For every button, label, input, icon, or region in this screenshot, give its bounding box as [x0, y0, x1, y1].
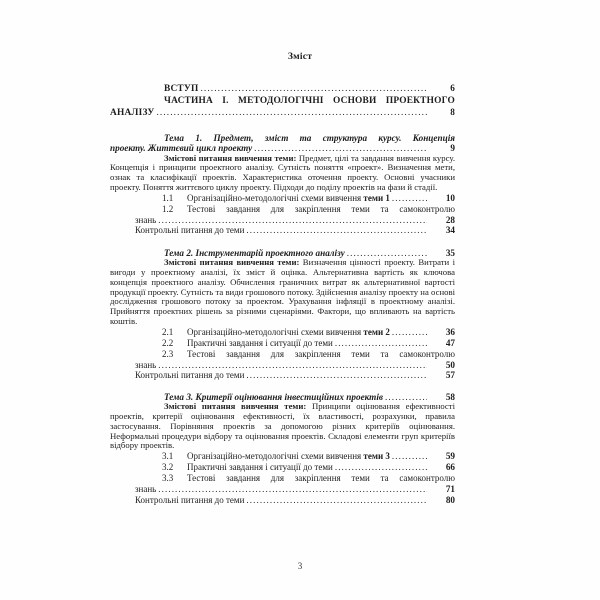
entry-text: [187, 451, 390, 462]
page-number: 57: [445, 370, 455, 381]
page-number: 10: [445, 192, 455, 203]
entry-text: [135, 484, 156, 494]
toc-entry-2-3-line1: [110, 349, 455, 360]
item-number: 1.1: [162, 192, 174, 203]
dot-leader: [246, 370, 427, 380]
toc-entry-2-2: [110, 338, 455, 349]
page-number: 47: [445, 337, 455, 348]
text-segment: Тестові завдання для закріплення теми та самоконтролю: [187, 348, 455, 359]
page-number: 34: [445, 225, 455, 236]
entry-text: [135, 225, 244, 235]
page-number: 59: [445, 451, 455, 462]
text-segment: проекту. Життєвий цикл проекту: [110, 143, 253, 154]
theme3-description: Змістові питання вивчення теми: Принципи оцінювання ефективності проектів, критерії оцінювання ефективності, їх властивості, розрахунки, правила застосування. Порівняння проектів за допомогою різних критеріїв оцінювання. Неформальні процедури відбору та оцінювання проектів. Складові елементи груп критеріїв відбору проектів.: [110, 401, 456, 451]
topic-description-lead: Змістові питання вивчення теми:: [164, 401, 307, 412]
item-number: 3.2: [162, 462, 174, 473]
toc-entry-1-control: [110, 225, 455, 235]
text-segment: Тема 2. Інструментарій проектного аналізу: [164, 247, 345, 258]
toc-entry-3-1: [110, 451, 455, 462]
text-segment: Організаційно-методологічні схеми вивчення: [187, 451, 364, 462]
entry-text: [187, 193, 390, 204]
toc-entry-3-3-line2: [110, 484, 455, 494]
entry-text: [187, 204, 455, 215]
text-segment: Організаційно-методологічні схеми вивчення: [187, 326, 364, 337]
text-segment: ВСТУП: [164, 84, 199, 94]
theme2-description: Змістові питання вивчення теми: Визначення цінності проекту. Витрати і вигоди у проектному аналізі, їх зміст й оцінка. Альтернативна вартість як ключова концепція проектного аналізу. Обчислення граничних витрат як альтернативної вартості продукції проекту. Сутність та види грошового потоку. Здійснення аналізу проекту на основі дослідження грошового потоку за проектом. Урахування інфляції в проектному аналізі. Прийняття проектних рішень за різними сценаріями. Фактори, що впливають на вартість коштів.: [110, 257, 456, 327]
text-segment: Контрольні питання до теми: [135, 370, 245, 381]
entry-text: [187, 349, 455, 360]
text-segment: Практичні завдання і ситуації до теми: [187, 462, 333, 473]
text-segment: знань: [135, 484, 157, 495]
toc-entry-2-3-line2: [110, 360, 455, 370]
text-segment: Тестові завдання для закріплення теми та самоконтролю: [187, 203, 455, 214]
toc-entry-intro: [110, 83, 455, 96]
text-segment: знань: [135, 359, 157, 370]
dot-leader: [246, 225, 427, 235]
text-segment: Практичні завдання і ситуації до теми: [187, 337, 333, 348]
dot-leader: [335, 462, 427, 473]
page-number: 8: [450, 107, 455, 117]
topic-description-lead: Змістові питання вивчення теми:: [164, 152, 297, 163]
item-number: 2.2: [162, 337, 174, 348]
dot-leader: [392, 193, 427, 204]
dot-leader: [158, 484, 427, 494]
toc-entry-2-1: [110, 327, 455, 338]
page-number: 66: [445, 462, 455, 473]
text-segment: Тестові завдання для закріплення теми та самоконтролю: [187, 473, 455, 484]
item-number: 2.3: [162, 348, 174, 359]
item-number: 2.1: [162, 326, 174, 337]
text-segment: теми 1: [363, 192, 390, 203]
page-number: 80: [445, 494, 455, 505]
item-number: 3.3: [162, 473, 174, 484]
page-number: 36: [445, 326, 455, 337]
toc-gap: [110, 381, 455, 392]
dot-leader: [200, 84, 427, 96]
page-number: 6: [450, 83, 455, 93]
toc-entry-3-control: [110, 495, 455, 505]
text-segment: ЧАСТИНА І. МЕТОДОЛОГІЧНІ ОСНОВИ ПРОЕКТНОГО: [164, 95, 455, 106]
entry-text: [135, 360, 156, 370]
page-number: 50: [445, 359, 455, 370]
entry-text: [135, 215, 156, 225]
entry-text: [110, 108, 154, 120]
item-number: 1.2: [162, 203, 174, 214]
entry-text: [164, 96, 455, 108]
text-segment: Тема 3. Критерії оцінювання інвестиційних проектів: [164, 391, 383, 402]
text-segment: Організаційно-методологічні схеми вивчення: [187, 192, 364, 203]
toc-entry-3-3-line1: [110, 473, 455, 484]
entry-text: [187, 462, 333, 473]
toc-entry-3-2: [110, 462, 455, 473]
dot-leader: [158, 360, 427, 370]
page-number: 35: [445, 247, 455, 258]
entry-text: [164, 133, 455, 144]
page-number: 28: [445, 214, 455, 225]
text-segment: теми 3: [363, 451, 390, 462]
toc-gap: [110, 236, 455, 248]
theme1-description: Змістові питання вивчення теми: Предмет, цілі та завдання вивчення курсу. Концепція і принципи проектного аналізу. Сутність поняття «проект». Визначення мети, ознак та класифікації проектів. Характеристика оточення проекту. Основні учасники проекту. Поняття життєвого циклу проекту. Підходи до поділу проектів на фази й стадії.: [110, 152, 455, 193]
text-segment: Контрольні питання до теми: [135, 225, 245, 236]
page-number: 71: [445, 484, 455, 495]
text-segment: теми 2: [363, 326, 390, 337]
topic-description-lead: Змістові питання вивчення теми:: [164, 257, 300, 268]
toc-entry-part1-line1: [110, 96, 455, 108]
item-number: 3.1: [162, 451, 174, 462]
text-segment: знань: [135, 214, 157, 225]
entry-text: [187, 473, 455, 484]
text-segment: АНАЛІЗУ: [110, 108, 155, 118]
footer-page-number: 3: [297, 561, 303, 571]
dot-leader: [246, 495, 427, 505]
toc-gap: [110, 120, 455, 133]
dot-leader: [392, 451, 427, 462]
dot-leader: [392, 327, 427, 338]
toc-entry-1-1: [110, 193, 455, 204]
entry-text: [135, 370, 244, 380]
toc-entry-1-2-line1: [110, 204, 455, 215]
dot-leader: [158, 215, 427, 225]
text-segment: Контрольні питання до теми: [135, 494, 245, 505]
toc-entry-1-2-line2: [110, 215, 455, 225]
entry-text: [135, 495, 244, 505]
entry-text: [164, 84, 198, 96]
page-number: 58: [445, 391, 455, 402]
dot-leader: [156, 108, 427, 120]
dot-leader: [335, 338, 427, 349]
entry-text: [187, 327, 390, 338]
entry-text: [187, 338, 333, 349]
page-title: Зміст: [287, 51, 313, 62]
text-segment: Тема 1. Предмет, зміст та структура курсу. Концепція: [164, 132, 455, 143]
page-number: 9: [450, 143, 455, 154]
toc: [110, 83, 455, 505]
toc-entry-2-control: [110, 370, 455, 380]
toc-entry-theme1-line1: [110, 133, 455, 144]
toc-entry-part1-line2: [110, 107, 455, 120]
